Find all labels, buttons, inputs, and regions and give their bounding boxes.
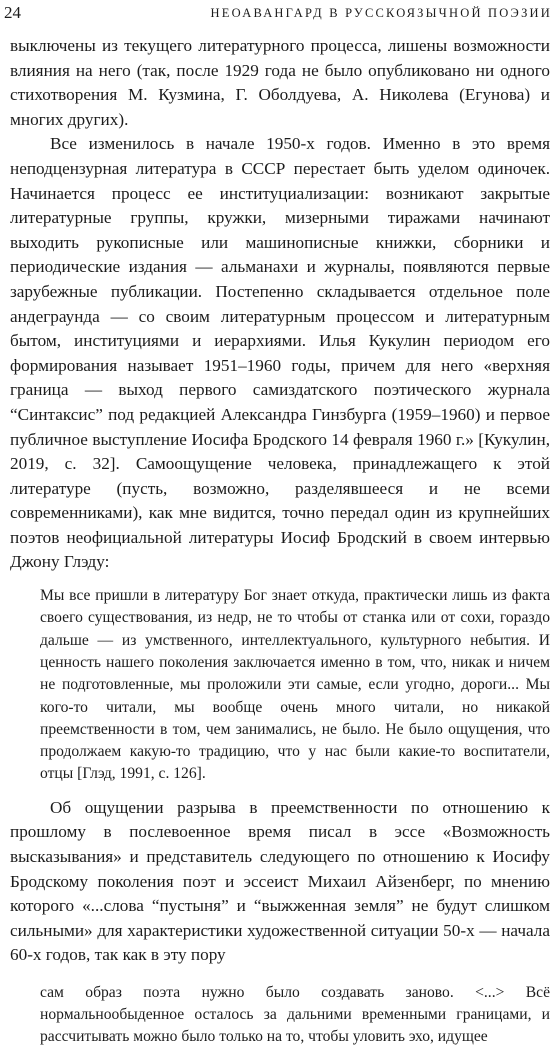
body-text [10,34,550,1049]
paragraph-continuation: выключены из текущего литературного процесса, лишены возможности влияния на него (так, после 1929 года не было опубликовано ни одного стихотворения М. Кузмина, Г. Оболдуева, А. Николева (Егунова) и многих других). [10,36,550,129]
page-number: 24 [4,3,21,22]
running-header [4,2,552,26]
paragraph-underground-field: Все изменилось в начале 1950-х годов. Именно в это время неподцензурная литература в СССР перестает быть уделом одиночек. Начинается процесс ее институциализации: возникают закрытые литературные группы, кружки, мизерными тиражами начинают выходить рукописные или машинописные книжки, сборники и периодические издания — альманахи и журналы, появляются первые зарубежные публикации. Постепенно складывается отдельное поле андеграунда — со своим литературным процессом и литературным бытом, институциями и иерархиями. Илья Кукулин периодом его формирования называет 1951–1960 годы, причем для него «верхняя граница — выход первого самиздатского поэтического журнала “Синтаксис” под редакцией Александра Гинзбурга (1959–1960) и первое публичное выступление Иосифа Бродского 14 февраля 1960 г.» [Кукулин, 2019, с. 32]. Самоощущение человека, принадлежащего к этой литературе (пусть, возможно, разделявшееся и не всеми современниками), как мне видится, точно передал один из крупнейших поэтов неофициальной литературы Иосиф Бродский в своем интервью Джону Глэду: [10,134,550,572]
block-quote-aizenberg: сам образ поэта нужно было создавать заново. <...> Всё нормальнообыденное осталось за дальними временными границами, и рассчитывать можно было только на то, чтобы уловить эхо, идущее [40,983,550,1046]
paragraph-continuity-gap: Об ощущении разрыва в преемственности по отношению к прошлому в послевоенное время писал в эссе «Возможность высказывания» и представитель следующего по отношению к Иосифу Бродскому поколения поэт и эссеист Михаил Айзенберг, по мнению которого «...слова “пустыня” и “выжженная земля” не будут слишком сильными» для характеристики художественной ситуации 50-х — начала 60-х годов, так как в эту пору [10,797,550,965]
block-quote-brodsky: Мы все пришли в литературу Бог знает откуда, практически лишь из факта своего существования, из недр, не то чтобы от станка или от сохи, гораздо дальше — из умственного, интеллектуального, культурного небытия. И ценность нашего поколения заключается именно в том, что, никак и ничем не подготовленные, мы проложили эти самые, если угодно, дороги... Мы кого-то читали, мы вообще очень много читали, но никакой преемственности в том, чем занимались, не было. Не было ощущения, что продолжаем какую-то традицию, что у нас были какие-то воспитатели, отцы [Глэд, 1991, с. 126]. [40,587,550,783]
running-title: НЕОАВАНГАРД В РУССКОЯЗЫЧНОЙ ПОЭЗИИ [210,6,552,20]
